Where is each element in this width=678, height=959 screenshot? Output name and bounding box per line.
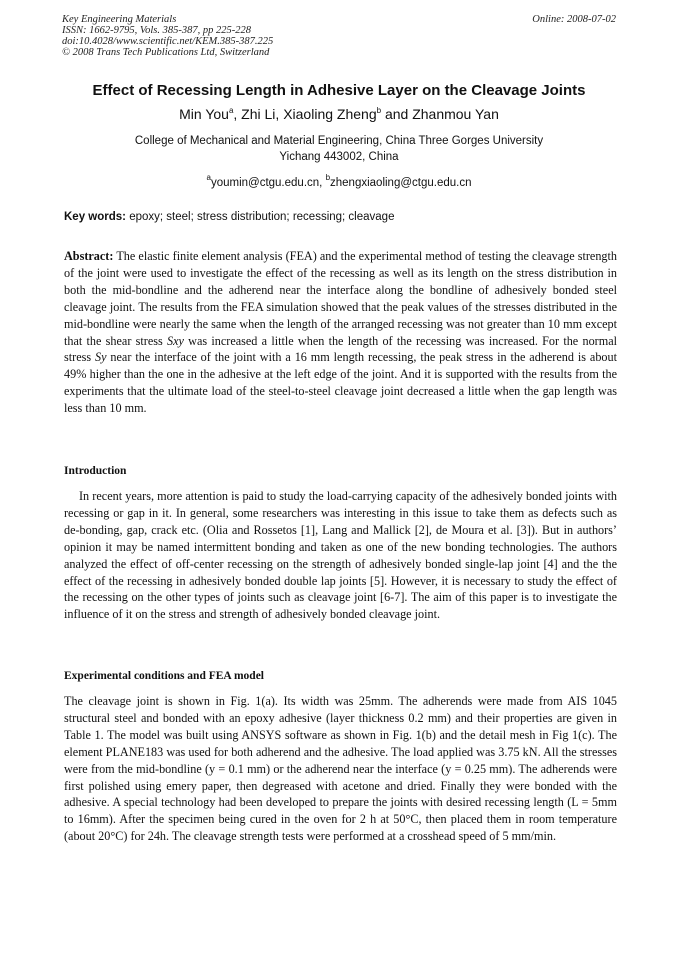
abstract-label: Abstract:	[64, 249, 114, 263]
affiliation-line: College of Mechanical and Material Engineering, China Three Gorges University	[134, 135, 544, 147]
author-superscript: b	[376, 106, 382, 115]
abstract-text: was increased a little when the length of the recessing was increased. For the normal stress	[64, 333, 617, 365]
copyright-line: © 2008 Trans Tech Publications Ltd, Switzerland	[62, 47, 270, 58]
experimental-paragraph: The cleavage joint is shown in Fig. 1(a). Its width was 25mm. The adherends were made from AIS 1045 structural steel and bonded with an epoxy adhesive (layer thickness 0.2 mm) and their properties are given in Table 1. The model was built using ANSYS software as shown in Fig. 1(b) and the detail mesh in Fig 1(c). The element PLANE183 was used for both adherend and the adhesive. The load applied was 3.75 kN. All the stresses were from the mid-bondline (y = 0.1 mm) or the adherend near the interface (y = 0.25 mm). The adherends were first polished using emery paper, then degreased with acetone and dried. Finally they were bonded with the adhesive. A special technology had been developed to prepare the joints with desired recessing length (L = 5mm to 16mm). After the specimen being cured in the oven for 2 h at 50°C, then placed them in room temperature (about 20°C) for 24h. The cleavage strength tests were performed at a crosshead speed of 5 mm/min.	[64, 694, 617, 844]
email-address: youmin@ctgu.edu.cn,	[210, 177, 326, 189]
author-name: and Zhanmou Yan	[381, 106, 499, 122]
author-name: Min You	[179, 106, 229, 122]
journal-name: Key Engineering Materials	[62, 14, 177, 25]
paper-title: Effect of Recessing Length in Adhesive Layer on the Cleavage Joints	[92, 82, 586, 99]
email-list	[40, 173, 638, 189]
abstract	[64, 248, 617, 417]
issn-line: ISSN: 1662-9795, Vols. 385-387, pp 225-228	[62, 25, 251, 36]
abstract-symbol: Sxy	[167, 333, 184, 348]
email-superscript: a	[206, 173, 211, 182]
affiliation-line: Yichang 443002, China	[279, 150, 399, 163]
author-superscript: a	[228, 106, 234, 115]
online-date: Online: 2008-07-02	[532, 14, 616, 25]
abstract-text: The elastic finite element analysis (FEA) and the experimental method of testing the cleavage strength of the joint were used to investigate the effect of the recessing as well as its length on the stress distribution in both the mid-bondline and the adherend near the interface along the bondline of adhesively bonded steel cleavage joint. The results from the FEA simulation showed that the peak values of the stresses distributed in the mid-bondline were nearly the same when the length of the arranged recessing was not greater than 10 mm except that the shear stress	[64, 249, 617, 348]
keywords-text: epoxy; steel; stress distribution; recessing; cleavage	[126, 211, 395, 223]
email-address: zhengxiaoling@ctgu.edu.cn	[330, 177, 472, 189]
affiliation	[40, 134, 638, 165]
introduction-paragraph: In recent years, more attention is paid to study the load-carrying capacity of the adhesively bonded joints with recessing or gap in it. In general, some researchers was interesting in this issue to take them as defects such as de-bonding, gap, crack etc. (Olia and Rossetos [1], Lang and Mallick [2], de Moura et al. [3]). But in authors’ opinion it may be named intermittent bonding and taken as one of the new bonding technologies. The authors analyzed the effect of off-center recessing on the strength of adhesively bonded single-lap joint [4] and the the effect of the recessing in adhesively bonded double lap joints [5]. However, it is necessary to study the effect of the recessing on the other types of joints such as cleavage joint [6-7]. The aim of this paper is to investigate the influence of it on the stress and strength of adhesively bonded cleavage joint.	[64, 489, 617, 622]
author-list	[40, 106, 638, 122]
doi-line: doi:10.4028/www.scientific.net/KEM.385-387.225	[62, 36, 274, 47]
abstract-text: near the interface of the joint with a 16 mm length recessing, the peak stress in the adherend is about 49% higher than the one in the adhesive at the left edge of the joint. And it is supported with the results from the experiments that the ultimate load of the steel-to-steel cleavage joint decreased a little when the gap length was less than 10 mm.	[64, 350, 617, 416]
abstract-symbol: Sy	[95, 350, 107, 365]
keywords	[64, 211, 620, 223]
section-heading-experimental: Experimental conditions and FEA model	[64, 670, 264, 682]
email-superscript: b	[325, 173, 331, 182]
section-heading-introduction: Introduction	[64, 465, 127, 477]
publication-header	[62, 14, 618, 58]
author-name: , Zhi Li, Xiaoling Zheng	[233, 106, 377, 122]
keywords-label: Key words:	[64, 211, 126, 223]
